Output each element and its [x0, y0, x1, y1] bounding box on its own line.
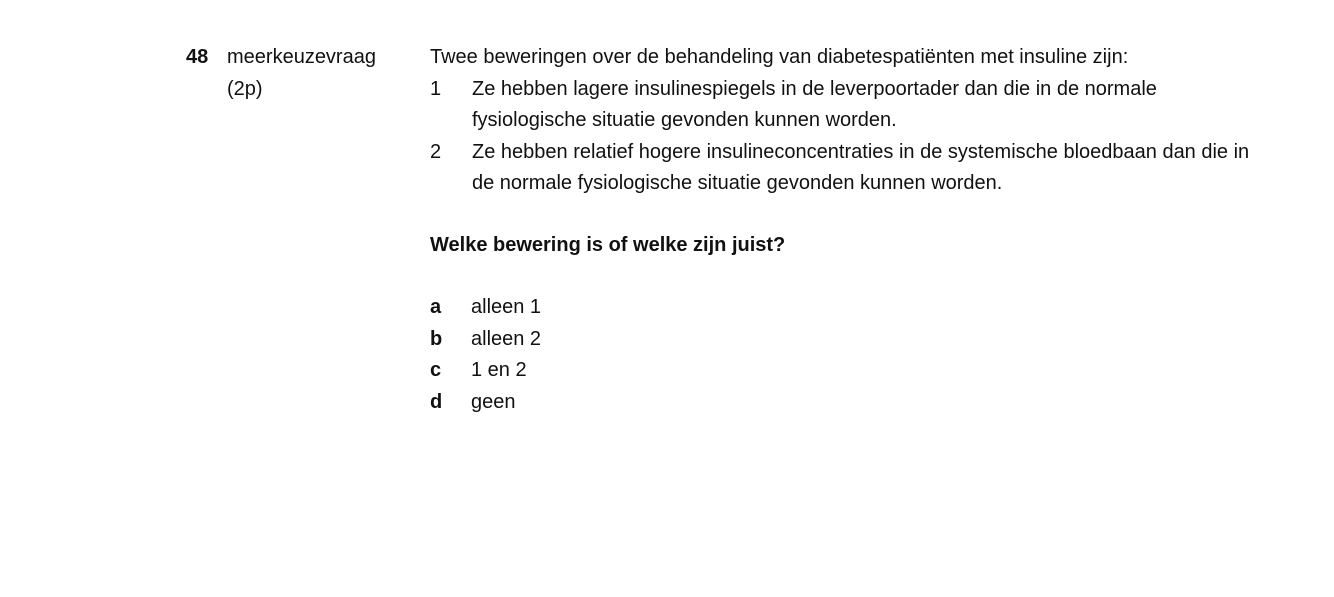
question-points: (2p) — [227, 77, 263, 100]
option-letter: d — [430, 390, 443, 413]
question-meta — [227, 42, 376, 105]
answer-option-a[interactable] — [430, 292, 1290, 324]
answer-option-c[interactable] — [430, 355, 1290, 387]
answer-option-b[interactable] — [430, 324, 1290, 356]
question-content — [430, 42, 1290, 418]
option-letter: c — [430, 359, 442, 381]
answer-options — [430, 292, 1290, 418]
statement-number: 2 — [430, 140, 442, 163]
question-intro: Twee beweringen over de behandeling van diabetespatiënten met insuline zijn: — [430, 46, 1129, 68]
answer-option-d[interactable] — [430, 387, 1290, 419]
question-prompt: Welke bewering is of welke zijn juist? — [430, 233, 786, 256]
option-text: 1 en 2 — [471, 359, 527, 381]
option-letter: a — [430, 296, 442, 318]
option-text: alleen 2 — [471, 327, 542, 350]
statement-1 — [430, 74, 1290, 137]
statement-text: Ze hebben lagere insulinespiegels in de leverpoortader dan die in de normale fysiologische situatie gevonden kunnen worden. — [472, 77, 1157, 131]
statement-number: 1 — [430, 77, 442, 100]
statement-text: Ze hebben relatief hogere insulineconcentraties in de systemische bloedbaan dan die in de normale fysiologische situatie gevonden kunnen worden. — [472, 140, 1250, 194]
option-text: alleen 1 — [471, 296, 542, 318]
question-type: meerkeuzevraag — [227, 46, 376, 68]
question-number: 48 — [186, 46, 209, 68]
statement-2 — [430, 137, 1290, 200]
option-letter: b — [430, 327, 443, 350]
option-text: geen — [471, 390, 516, 413]
